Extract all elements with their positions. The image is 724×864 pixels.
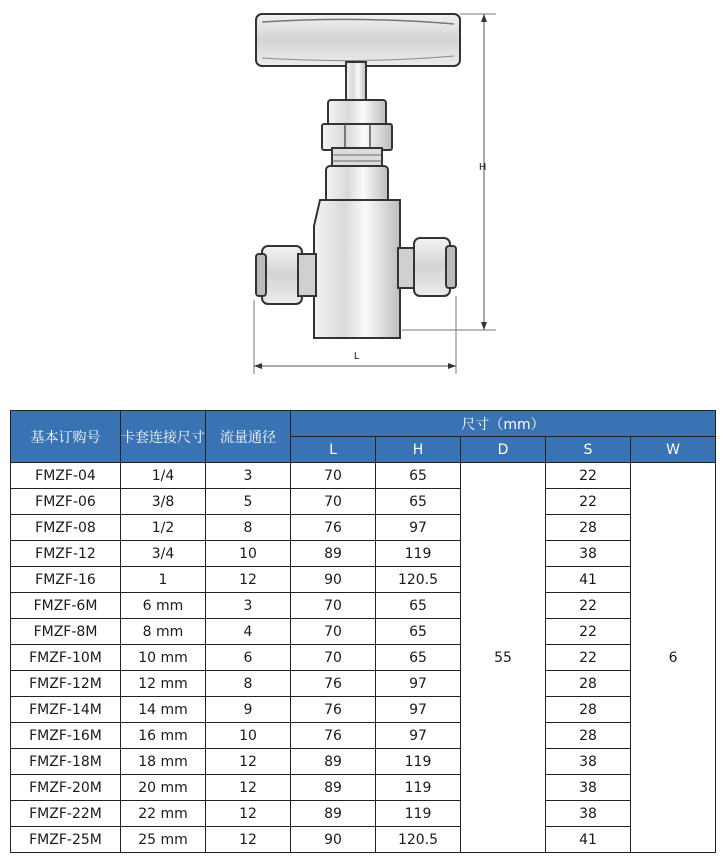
table-row [11, 697, 716, 723]
cell-flow: 8 [206, 671, 291, 697]
table-row [11, 749, 716, 775]
cell-flow: 12 [206, 749, 291, 775]
cell-h: 65 [376, 593, 461, 619]
valve-body [314, 200, 400, 338]
table-row [11, 619, 716, 645]
right-fitting [414, 238, 450, 296]
cell-s: 41 [546, 827, 631, 853]
cell-model: FMZF-18M [11, 749, 121, 775]
table-row [11, 515, 716, 541]
cell-l: 89 [291, 775, 376, 801]
cell-flow: 12 [206, 801, 291, 827]
cell-h: 65 [376, 489, 461, 515]
dimension-l-label: L [354, 351, 360, 362]
cell-s: 22 [546, 489, 631, 515]
cell-h: 97 [376, 723, 461, 749]
cell-flow: 5 [206, 489, 291, 515]
cell-model: FMZF-6M [11, 593, 121, 619]
header-w: W [631, 437, 716, 463]
cell-model: FMZF-10M [11, 645, 121, 671]
header-d: D [461, 437, 546, 463]
cell-l: 70 [291, 489, 376, 515]
valve-stem [346, 62, 366, 102]
cell-l: 70 [291, 645, 376, 671]
cell-size: 1/2 [121, 515, 206, 541]
header-s: S [546, 437, 631, 463]
cell-flow: 6 [206, 645, 291, 671]
cell-h: 97 [376, 515, 461, 541]
spec-table [10, 410, 716, 853]
cell-model: FMZF-20M [11, 775, 121, 801]
table-row [11, 541, 716, 567]
cell-h: 97 [376, 697, 461, 723]
dimension-h-label: H [479, 162, 487, 173]
table-row [11, 645, 716, 671]
table-row [11, 801, 716, 827]
cell-size: 1/4 [121, 463, 206, 489]
cell-model: FMZF-08 [11, 515, 121, 541]
cell-model: FMZF-14M [11, 697, 121, 723]
cell-h: 65 [376, 463, 461, 489]
cell-size: 1 [121, 567, 206, 593]
cell-d-merged: 55 [461, 463, 546, 853]
table-row [11, 463, 716, 489]
cell-h: 119 [376, 541, 461, 567]
cell-h: 120.5 [376, 827, 461, 853]
cell-flow: 8 [206, 515, 291, 541]
table-row [11, 671, 716, 697]
cell-size: 18 mm [121, 749, 206, 775]
cell-l: 89 [291, 801, 376, 827]
cell-h: 120.5 [376, 567, 461, 593]
cell-size: 8 mm [121, 619, 206, 645]
table-row [11, 489, 716, 515]
cell-s: 38 [546, 775, 631, 801]
cell-model: FMZF-8M [11, 619, 121, 645]
cell-s: 38 [546, 541, 631, 567]
cell-h: 97 [376, 671, 461, 697]
cell-l: 90 [291, 827, 376, 853]
cell-s: 22 [546, 593, 631, 619]
header-h: H [376, 437, 461, 463]
cell-flow: 9 [206, 697, 291, 723]
table-row [11, 567, 716, 593]
cell-flow: 12 [206, 775, 291, 801]
header-dimensions: 尺寸（mm） [291, 411, 716, 437]
cell-s: 28 [546, 723, 631, 749]
cell-l: 89 [291, 541, 376, 567]
cell-model: FMZF-12M [11, 671, 121, 697]
cell-size: 25 mm [121, 827, 206, 853]
valve-illustration [0, 0, 724, 400]
table-row [11, 827, 716, 853]
packing-nut [322, 124, 392, 150]
cell-l: 70 [291, 593, 376, 619]
cell-l: 76 [291, 515, 376, 541]
cell-h: 65 [376, 619, 461, 645]
cell-s: 22 [546, 463, 631, 489]
cell-size: 3/4 [121, 541, 206, 567]
cell-l: 90 [291, 567, 376, 593]
cell-model: FMZF-04 [11, 463, 121, 489]
cell-flow: 12 [206, 567, 291, 593]
header-order-no: 基本订购号 [11, 411, 121, 463]
cell-w-merged: 6 [631, 463, 716, 853]
cell-size: 12 mm [121, 671, 206, 697]
cell-model: FMZF-22M [11, 801, 121, 827]
table-row [11, 593, 716, 619]
cell-flow: 4 [206, 619, 291, 645]
cell-model: FMZF-12 [11, 541, 121, 567]
cell-size: 20 mm [121, 775, 206, 801]
cell-l: 76 [291, 723, 376, 749]
cell-l: 70 [291, 619, 376, 645]
cell-model: FMZF-06 [11, 489, 121, 515]
table-row [11, 723, 716, 749]
cell-size: 6 mm [121, 593, 206, 619]
cell-s: 28 [546, 515, 631, 541]
cell-h: 119 [376, 749, 461, 775]
cell-flow: 10 [206, 723, 291, 749]
cell-flow: 3 [206, 593, 291, 619]
cell-model: FMZF-16 [11, 567, 121, 593]
header-flow: 流量通径 [206, 411, 291, 463]
cell-s: 22 [546, 645, 631, 671]
cell-flow: 12 [206, 827, 291, 853]
cell-model: FMZF-25M [11, 827, 121, 853]
cell-h: 119 [376, 801, 461, 827]
cell-model: FMZF-16M [11, 723, 121, 749]
cell-l: 70 [291, 463, 376, 489]
header-l: L [291, 437, 376, 463]
cell-s: 38 [546, 749, 631, 775]
cell-size: 16 mm [121, 723, 206, 749]
cell-size: 3/8 [121, 489, 206, 515]
cell-flow: 3 [206, 463, 291, 489]
left-fitting [262, 246, 302, 304]
cell-l: 76 [291, 671, 376, 697]
cell-l: 76 [291, 697, 376, 723]
valve-drawing [0, 0, 724, 400]
table-row [11, 775, 716, 801]
cell-l: 89 [291, 749, 376, 775]
cell-size: 14 mm [121, 697, 206, 723]
cell-size: 10 mm [121, 645, 206, 671]
cell-s: 22 [546, 619, 631, 645]
cell-s: 28 [546, 697, 631, 723]
cell-h: 65 [376, 645, 461, 671]
cell-s: 41 [546, 567, 631, 593]
cell-flow: 10 [206, 541, 291, 567]
cell-s: 38 [546, 801, 631, 827]
header-ferrule-size: 卡套连接尺寸 [121, 411, 206, 463]
cell-h: 119 [376, 775, 461, 801]
cell-size: 22 mm [121, 801, 206, 827]
cell-s: 28 [546, 671, 631, 697]
